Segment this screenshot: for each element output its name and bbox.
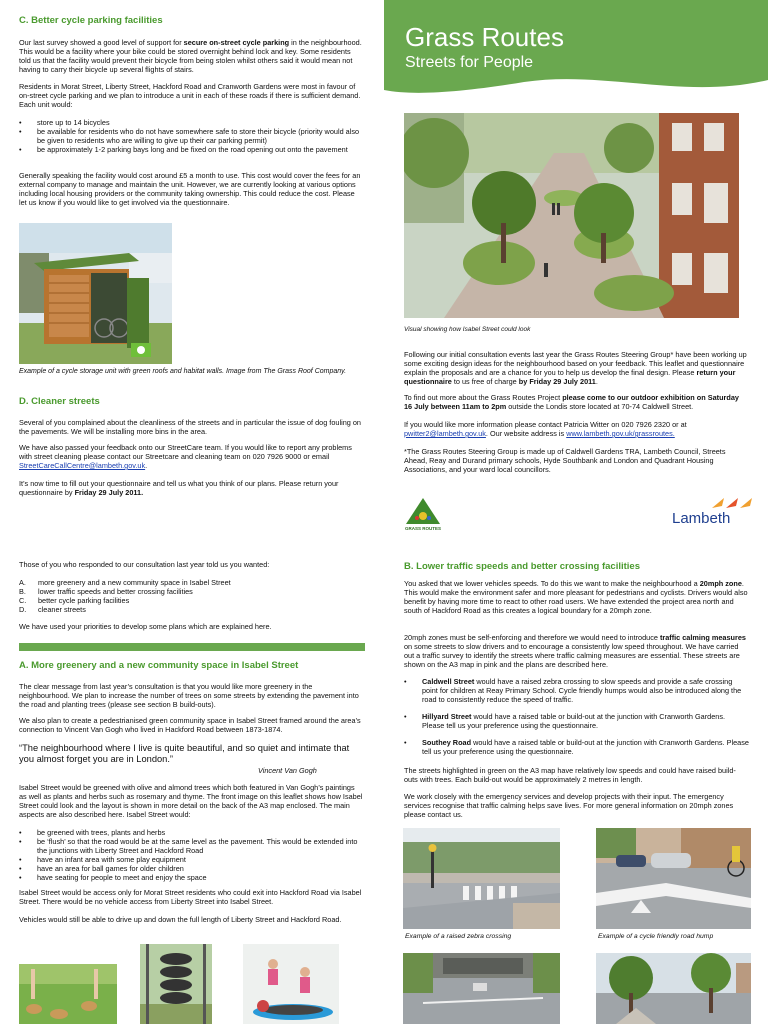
text-span: We have also passed your feedback onto our StreetCare team. If you would like to report any problems with street cleaning please contact our Streetcare and cleaning team on 020 7926 9000 or email bbox=[19, 443, 352, 461]
banner-subtitle: Streets for People bbox=[405, 54, 534, 71]
section-b-paragraph-4: We work closely with the emergency services and develop projects with their input. The emergency services recognise that traffic calming helps save lives. For more general information on 20mph zones please contact us. bbox=[404, 792, 734, 819]
text-span: . This would make the environment safer and more pleasant for pedestrians and cyclists. Drivers would also benefit by having more time to react to other road users. We have extended the project area north and south of Hackford Road as this creates a logical boundary for a 20mph zone. bbox=[404, 579, 748, 615]
cycle-road-hump-photo bbox=[596, 828, 751, 929]
text-span: would have a raised table or build-out at the junction with Cranworth Gardens. Please tell us your preference using the questionnaire. bbox=[422, 712, 725, 730]
priorities-intro: Those of you who responded to our consultation last year told us you wanted: bbox=[19, 560, 270, 569]
list-letter: C. bbox=[19, 596, 27, 605]
section-a-paragraph-2: We also plan to create a pedestrianised green community space in Isabel Street framed around the area’s connection to Vincent Van Gogh who lived in Hackford Road between 1873-1874. bbox=[19, 716, 361, 734]
section-d-paragraph-3 bbox=[19, 479, 364, 497]
van-gogh-quote: “The neighbourhood where I live is quite beautiful, and so quiet and intimate that you almost forget you are in London.” bbox=[19, 743, 350, 764]
section-b-bullets bbox=[404, 677, 749, 756]
build-out-trees-photo bbox=[596, 953, 751, 1024]
list-item: • have an infant area with some play equipment bbox=[37, 855, 364, 864]
list-text: cleaner streets bbox=[38, 605, 86, 614]
contact-email-link[interactable]: pwitter2@lambeth.gov.uk bbox=[404, 429, 486, 438]
list-item bbox=[19, 605, 364, 614]
section-d-heading: D. Cleaner streets bbox=[19, 396, 100, 407]
section-b-paragraph-1 bbox=[404, 579, 749, 615]
text-span: in the neighbourhood. This would be a facility where your bike could be stored overnight behind lock and key. Some residents told us that the facility would prevent their bicycle from being stolen whilst others said it would mean not having to carry their bicycle up several flights of stairs. bbox=[19, 38, 362, 74]
text-span: . Our website address is bbox=[485, 429, 567, 438]
text-span: to us free of charge bbox=[451, 377, 519, 386]
bold-span: secure on-street cycle parking bbox=[183, 38, 290, 47]
intro-paragraph-3 bbox=[404, 420, 749, 438]
text-span: It’s now time to fill out your questionnaire and tell us what you think of our plans. Please return your questionnaire by bbox=[19, 479, 339, 497]
list-item: • have an area for ball games for older children bbox=[37, 864, 364, 873]
section-b-heading: B. Lower traffic speeds and better crossing facilities bbox=[404, 561, 640, 572]
website-link[interactable]: www.lambeth.gov.uk/grassroutes. bbox=[566, 429, 675, 438]
section-b-paragraph-3: The streets highlighted in green on the A3 map have relatively low speeds and could have raised build-outs with trees. Each build-out would be approximately 2 metres in length. bbox=[404, 766, 736, 784]
section-a-bullets bbox=[19, 828, 364, 882]
lambeth-logo bbox=[672, 496, 758, 530]
text-span: 20mph zones must be self-enforcing and therefore we would need to introduce bbox=[404, 633, 660, 642]
text-span: Our last survey showed a good level of support for bbox=[19, 38, 184, 47]
isabel-street-visual bbox=[404, 113, 739, 318]
list-item: • store up to 14 bicycles bbox=[37, 118, 364, 127]
bold-span: please come to our outdoor exhibition on Saturday 16 July between 11am to 2pm bbox=[404, 393, 739, 411]
list-item bbox=[19, 596, 364, 605]
text-span: . bbox=[145, 461, 148, 470]
section-b-paragraph-2 bbox=[404, 633, 749, 669]
list-item bbox=[422, 712, 749, 730]
isabel-street-caption: Visual showing how Isabel Street could look bbox=[404, 326, 531, 333]
text-span: would have a raised zebra crossing to slow speeds and provide a safe crossing point for children at Reay Primary School. Cycle friendly humps would also be introduced along the road to consistently reduce the speed of traffic. bbox=[422, 677, 742, 704]
text-span: . bbox=[595, 377, 598, 386]
tyre-play-photo bbox=[140, 944, 212, 1024]
grass-routes-logo bbox=[400, 496, 446, 536]
banner-title: Grass Routes bbox=[405, 22, 564, 52]
list-item: • be greened with trees, plants and herbs bbox=[37, 828, 364, 837]
intro-paragraph-4: *The Grass Routes Steering Group is made up of Caldwell Gardens TRA, Lambeth Council, Streets Ahead, Reay and Durand primary schools, Hyde Southbank and London and Quadrant Housing Associations, and your ward local councillors. bbox=[404, 447, 726, 474]
priorities-list bbox=[19, 578, 364, 614]
bold-span: return your questionnaire bbox=[404, 368, 736, 386]
green-divider bbox=[19, 643, 365, 651]
section-a-heading: A. More greenery and a new community space in Isabel Street bbox=[19, 660, 299, 671]
lambeth-logo-text: Lambeth bbox=[672, 510, 731, 527]
section-d-paragraph-1: Several of you complained about the cleanliness of the streets and in particular the issue of dog fouling on the pavements. We will be installing more bins in the area. bbox=[19, 418, 361, 436]
section-a-paragraph-1: The clear message from last year’s consultation is that you would like more greenery in the neighbourhood. We plan to increase the number of trees on some streets by extending the pavement into the road and planting trees (please see section B build-outs). bbox=[19, 682, 359, 709]
list-text: more greenery and a new community space in Isabel Street bbox=[38, 578, 231, 587]
section-a-paragraph-4: Isabel Street would be access only for Morat Street residents who could exit into Hackford Road via Isabel Street. There would be no vehicle access from Liberty Street into Isabel Street. bbox=[19, 888, 362, 906]
cycle-storage-photo bbox=[19, 223, 172, 364]
section-c-paragraph-3: Generally speaking the facility would cost around £5 a month to use. This cost would cover the fees for an external company to manage and maintain the unit. However, we are currently looking at various options including local housing providers or the community taking ownership. This could reduce the cost. Please let us know if you would like to get involved via the questionnaire. bbox=[19, 171, 361, 207]
list-item bbox=[19, 587, 364, 596]
bold-span: Caldwell Street bbox=[422, 677, 475, 686]
cycle-storage-caption: Example of a cycle storage unit with green roofs and habitat walls. Image from The Grass Roof Company. bbox=[19, 368, 347, 375]
text-span: If you would like more information please contact Patricia Witter on 020 7926 2320 or at bbox=[404, 420, 687, 429]
bold-span: 20mph zone bbox=[699, 579, 742, 588]
trampoline-photo bbox=[243, 944, 339, 1024]
intro-paragraph-2 bbox=[404, 393, 749, 411]
text-span: You asked that we lower vehicles speeds. To do this we want to make the neighbourhood a bbox=[404, 579, 700, 588]
title-banner bbox=[384, 0, 768, 110]
list-item bbox=[19, 578, 364, 587]
list-text: lower traffic speeds and better crossing facilities bbox=[38, 587, 193, 596]
list-letter: B. bbox=[19, 587, 26, 596]
zebra-crossing-caption: Example of a raised zebra crossing bbox=[405, 933, 512, 940]
section-c-heading: C. Better cycle parking facilities bbox=[19, 15, 163, 26]
list-item: • be ‘flush’ so that the road would be at the same level as the pavement. This would be extended into the junctions with Liberty Street and Hackford Road bbox=[37, 837, 364, 855]
section-a-paragraph-3: Isabel Street would be greened with olive and almond trees which both featured in Van Gogh’s paintings as well as plants and herbs such as rosemary and thyme. The front image on this leaflet shows how Isabel Street could look and the layout is shown in more detail on the back of the A3 map enclosed. The main aspects are also described here. Isabel Street would: bbox=[19, 783, 363, 819]
streetcare-email-link[interactable]: StreetCareCallCentre@lambeth.gov.uk bbox=[19, 461, 146, 470]
text-span: outside the Londis store located at 70-74 Caldwell Street. bbox=[506, 402, 694, 411]
bold-span: Hillyard Street bbox=[422, 712, 472, 721]
section-a-paragraph-5: Vehicles would still be able to drive up and down the full length of Liberty Street and Hackford Road. bbox=[19, 915, 342, 924]
list-item: • be available for residents who do not have somewhere safe to store their bicycle (priority would also be given to residents who are willing to give up their car parking permit) bbox=[37, 127, 364, 145]
priorities-outro: We have used your priorities to develop some plans which are explained here. bbox=[19, 622, 272, 631]
text-span: Following our initial consultation events last year the Grass Routes Steering Group* have been working up some exciting design ideas for the neighbourhood based on your feedback. This leaflet and questionnaire explain the proposals and are a chance for you to help us develop the final design. Please bbox=[404, 350, 747, 377]
raised-zebra-crossing-photo bbox=[403, 828, 560, 929]
section-c-bullets bbox=[19, 118, 364, 154]
text-span: To find out more about the Grass Routes Project bbox=[404, 393, 563, 402]
list-item: • be approximately 1-2 parking bays long and be fixed on the road opening out onto the pavement bbox=[37, 145, 364, 154]
bold-span: traffic calming measures bbox=[659, 633, 746, 642]
section-c-paragraph-2: Residents in Morat Street, Liberty Street, Hackford Road and Cranworth Gardens were most in favour of on-street cycle parking and we plan to introduce a unit in each of these roads if there is sufficient demand. Each unit would: bbox=[19, 82, 361, 109]
section-c-paragraph-1 bbox=[19, 38, 364, 74]
list-item: • have seating for people to meet and enjoy the space bbox=[37, 873, 364, 882]
list-letter: D. bbox=[19, 605, 27, 614]
list-text: better cycle parking facilities bbox=[38, 596, 130, 605]
text-span: on some streets to slow drivers and to encourage a consistently low speed throughout. We have carried out a traffic survey to identify the streets where traffic calming measures are essential. These streets are shown on the A3 map in pink and the plans are described here. bbox=[404, 642, 740, 669]
text-span: would have a raised table or build-out at the junction with Cranworth Gardens. Please tell us your preference using the questionnaire. bbox=[422, 738, 749, 756]
grass-routes-logo-text: GRASS ROUTES bbox=[404, 526, 441, 531]
list-item bbox=[422, 738, 749, 756]
stepping-stones-photo bbox=[19, 964, 117, 1024]
section-d-paragraph-2 bbox=[19, 443, 364, 470]
bold-span: Friday 29 July 2011. bbox=[74, 488, 144, 497]
list-item bbox=[422, 677, 749, 704]
raised-table-photo bbox=[403, 953, 560, 1024]
road-hump-caption: Example of a cycle friendly road hump bbox=[598, 933, 714, 940]
quote-author: Vincent Van Gogh bbox=[258, 766, 317, 775]
bold-span: Southey Road bbox=[422, 738, 472, 747]
bold-span: by Friday 29 July 2011 bbox=[518, 377, 596, 386]
list-letter: A. bbox=[19, 578, 26, 587]
intro-paragraph-1 bbox=[404, 350, 749, 386]
